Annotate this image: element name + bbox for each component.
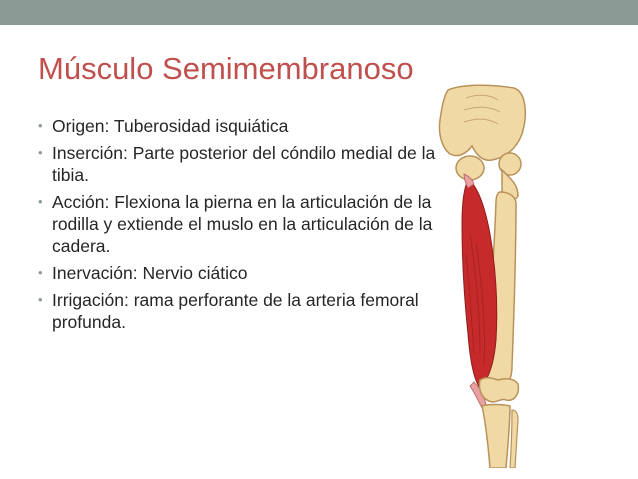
bullet-text: Inserción: Parte posterior del cóndilo medial de la tibia. bbox=[52, 143, 436, 185]
bullet-text: Irrigación: rama perforante de la arteria femoral profunda. bbox=[52, 290, 419, 332]
ischial-tuberosity bbox=[456, 156, 484, 180]
tibia bbox=[482, 405, 510, 469]
bullet-marker: • bbox=[38, 265, 43, 280]
leg-anatomy-icon bbox=[418, 84, 528, 468]
slide-title: Músculo Semimembranoso bbox=[38, 51, 414, 86]
bullet-text: Origen: Tuberosidad isquiática bbox=[52, 116, 289, 136]
top-accent-bar bbox=[0, 0, 638, 25]
bullet-insercion bbox=[38, 142, 438, 186]
semimembranosus-muscle bbox=[462, 180, 497, 388]
bullet-marker: • bbox=[38, 118, 43, 133]
bullet-marker: • bbox=[38, 194, 43, 209]
bullet-list bbox=[38, 115, 438, 338]
bullet-marker: • bbox=[38, 292, 43, 307]
bullet-irrigacion bbox=[38, 289, 438, 333]
bullet-text: Inervación: Nervio ciático bbox=[52, 263, 248, 283]
fibula bbox=[510, 410, 518, 468]
bullet-text: Acción: Flexiona la pierna en la articulación de la rodilla y extiende el muslo en la articulación de la cadera. bbox=[52, 192, 433, 256]
bullet-origen bbox=[38, 115, 438, 137]
bullet-marker: • bbox=[38, 145, 43, 160]
bullet-accion bbox=[38, 191, 438, 257]
femoral-condyles bbox=[480, 378, 519, 402]
pelvis-bone bbox=[439, 85, 525, 160]
bullet-inervacion bbox=[38, 262, 438, 284]
